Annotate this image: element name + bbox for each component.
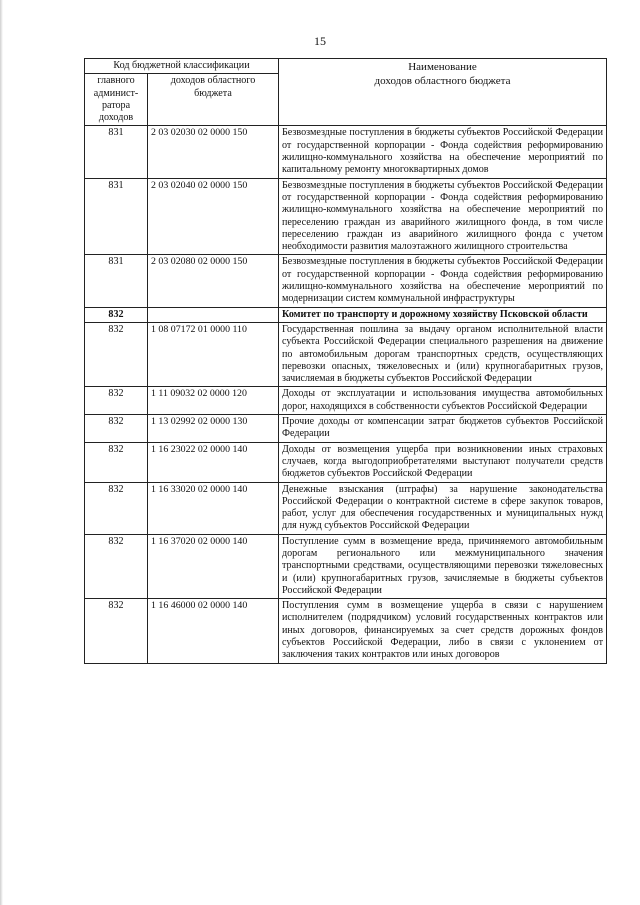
table-row	[85, 255, 607, 307]
header-budget-classification-code: Код бюджетной классификации	[85, 59, 279, 74]
table-header-row	[85, 59, 607, 74]
income-code-cell: 1 16 46000 02 0000 140	[148, 599, 279, 663]
scan-edge	[0, 0, 3, 905]
income-name-cell: Поступления сумм в возмещение ущерба в связи с нарушением исполнителем (подрядчиком) условий государственных контрактов или иных договоров, финансируемых за счет средств дорожных фондов субъектов Российской Федерации, либо в связи с уклонением от заключения таких контрактов или иных договоров	[279, 599, 607, 663]
table-row	[85, 178, 607, 255]
admin-code-cell: 832	[85, 322, 148, 386]
income-name-cell: Государственная пошлина за выдачу органом исполнительной власти субъекта Российской Федерации специального разрешения на движение по автомобильным дорогам транспортных средств, осуществляющих перевозки опасных, тяжеловесных и (или) крупногабаритных грузов, зачисляемая в бюджеты субъектов Российской Федерации	[279, 322, 607, 386]
income-name-cell: Безвозмездные поступления в бюджеты субъектов Российской Федерации от государственной корпорации - Фонда содействия реформированию жилищно-коммунального хозяйства на обеспечение мероприятий по модернизации систем коммунальной инфраструктуры	[279, 255, 607, 307]
income-name-cell: Поступление сумм в возмещение вреда, причиняемого автомобильным дорогам регионального или межмуниципального значения транспортными средствами, осуществляющими перевозки тяжеловесных и (или) крупногабаритных грузов, зачисляемые в бюджеты субъектов Российской Федерации	[279, 534, 607, 598]
admin-code-cell: 831	[85, 255, 148, 307]
income-code-cell: 2 03 02080 02 0000 150	[148, 255, 279, 307]
admin-code-cell: 832	[85, 307, 148, 322]
header-chief-administrator: главного админист-ратора доходов	[85, 74, 148, 126]
income-name-cell: Доходы от эксплуатации и использования имущества автомобильных дорог, находящихся в собственности субъектов Российской Федерации	[279, 387, 607, 415]
table-row	[85, 534, 607, 598]
table-row	[85, 415, 607, 443]
table-row	[85, 307, 607, 322]
admin-code-cell: 832	[85, 534, 148, 598]
income-name-cell: Доходы от возмещения ущерба при возникновении иных страховых случаев, когда выгодоприобретателями выступают получатели средств бюджетов субъектов Российской Федерации	[279, 442, 607, 482]
income-name-cell: Комитет по транспорту и дорожному хозяйству Псковской области	[279, 307, 607, 322]
admin-code-cell: 832	[85, 387, 148, 415]
header-income-code: доходов областного бюджета	[148, 74, 279, 126]
header-income-name	[279, 59, 607, 126]
budget-classification-table	[84, 58, 607, 664]
table-row	[85, 442, 607, 482]
table-row	[85, 599, 607, 663]
income-code-cell: 1 11 09032 02 0000 120	[148, 387, 279, 415]
income-name-cell: Прочие доходы от компенсации затрат бюджетов субъектов Российской Федерации	[279, 415, 607, 443]
income-code-cell: 1 16 33020 02 0000 140	[148, 482, 279, 534]
admin-code-cell: 832	[85, 599, 148, 663]
table-row	[85, 482, 607, 534]
income-code-cell: 1 13 02992 02 0000 130	[148, 415, 279, 443]
table-row	[85, 322, 607, 386]
admin-code-cell: 832	[85, 482, 148, 534]
income-code-cell: 1 08 07172 01 0000 110	[148, 322, 279, 386]
income-code-cell	[148, 307, 279, 322]
income-name-cell: Безвозмездные поступления в бюджеты субъектов Российской Федерации от государственной корпорации - Фонда содействия реформированию жилищно-коммунального хозяйства на обеспечение мероприятий по капитальному ремонту многоквартирных домов	[279, 126, 607, 178]
income-code-cell: 2 03 02030 02 0000 150	[148, 126, 279, 178]
admin-code-cell: 832	[85, 442, 148, 482]
table-row	[85, 126, 607, 178]
income-name-cell: Безвозмездные поступления в бюджеты субъектов Российской Федерации от государственной корпорации - Фонда содействия реформированию жилищно-коммунального хозяйства на обеспечение мероприятий по переселению граждан из аварийного жилищного фонда, в том числе переселению граждан из аварийного жилищного фонда с учетом необходимости развития малоэтажного жилищного строительства	[279, 178, 607, 255]
income-code-cell: 1 16 37020 02 0000 140	[148, 534, 279, 598]
table-row	[85, 387, 607, 415]
income-code-cell: 1 16 23022 02 0000 140	[148, 442, 279, 482]
page-number: 15	[314, 34, 326, 48]
admin-code-cell: 831	[85, 126, 148, 178]
header-income-name-line1: Наименование	[408, 61, 477, 73]
admin-code-cell: 831	[85, 178, 148, 255]
table-body	[85, 126, 607, 663]
income-name-cell: Денежные взыскания (штрафы) за нарушение законодательства Российской Федерации о контрактной системе в сфере закупок товаров, работ, услуг для обеспечения государственных и муниципальных нужд для нужд субъектов Российской Федерации	[279, 482, 607, 534]
admin-code-cell: 832	[85, 415, 148, 443]
income-code-cell: 2 03 02040 02 0000 150	[148, 178, 279, 255]
header-income-name-line2: доходов областного бюджета	[374, 75, 511, 87]
